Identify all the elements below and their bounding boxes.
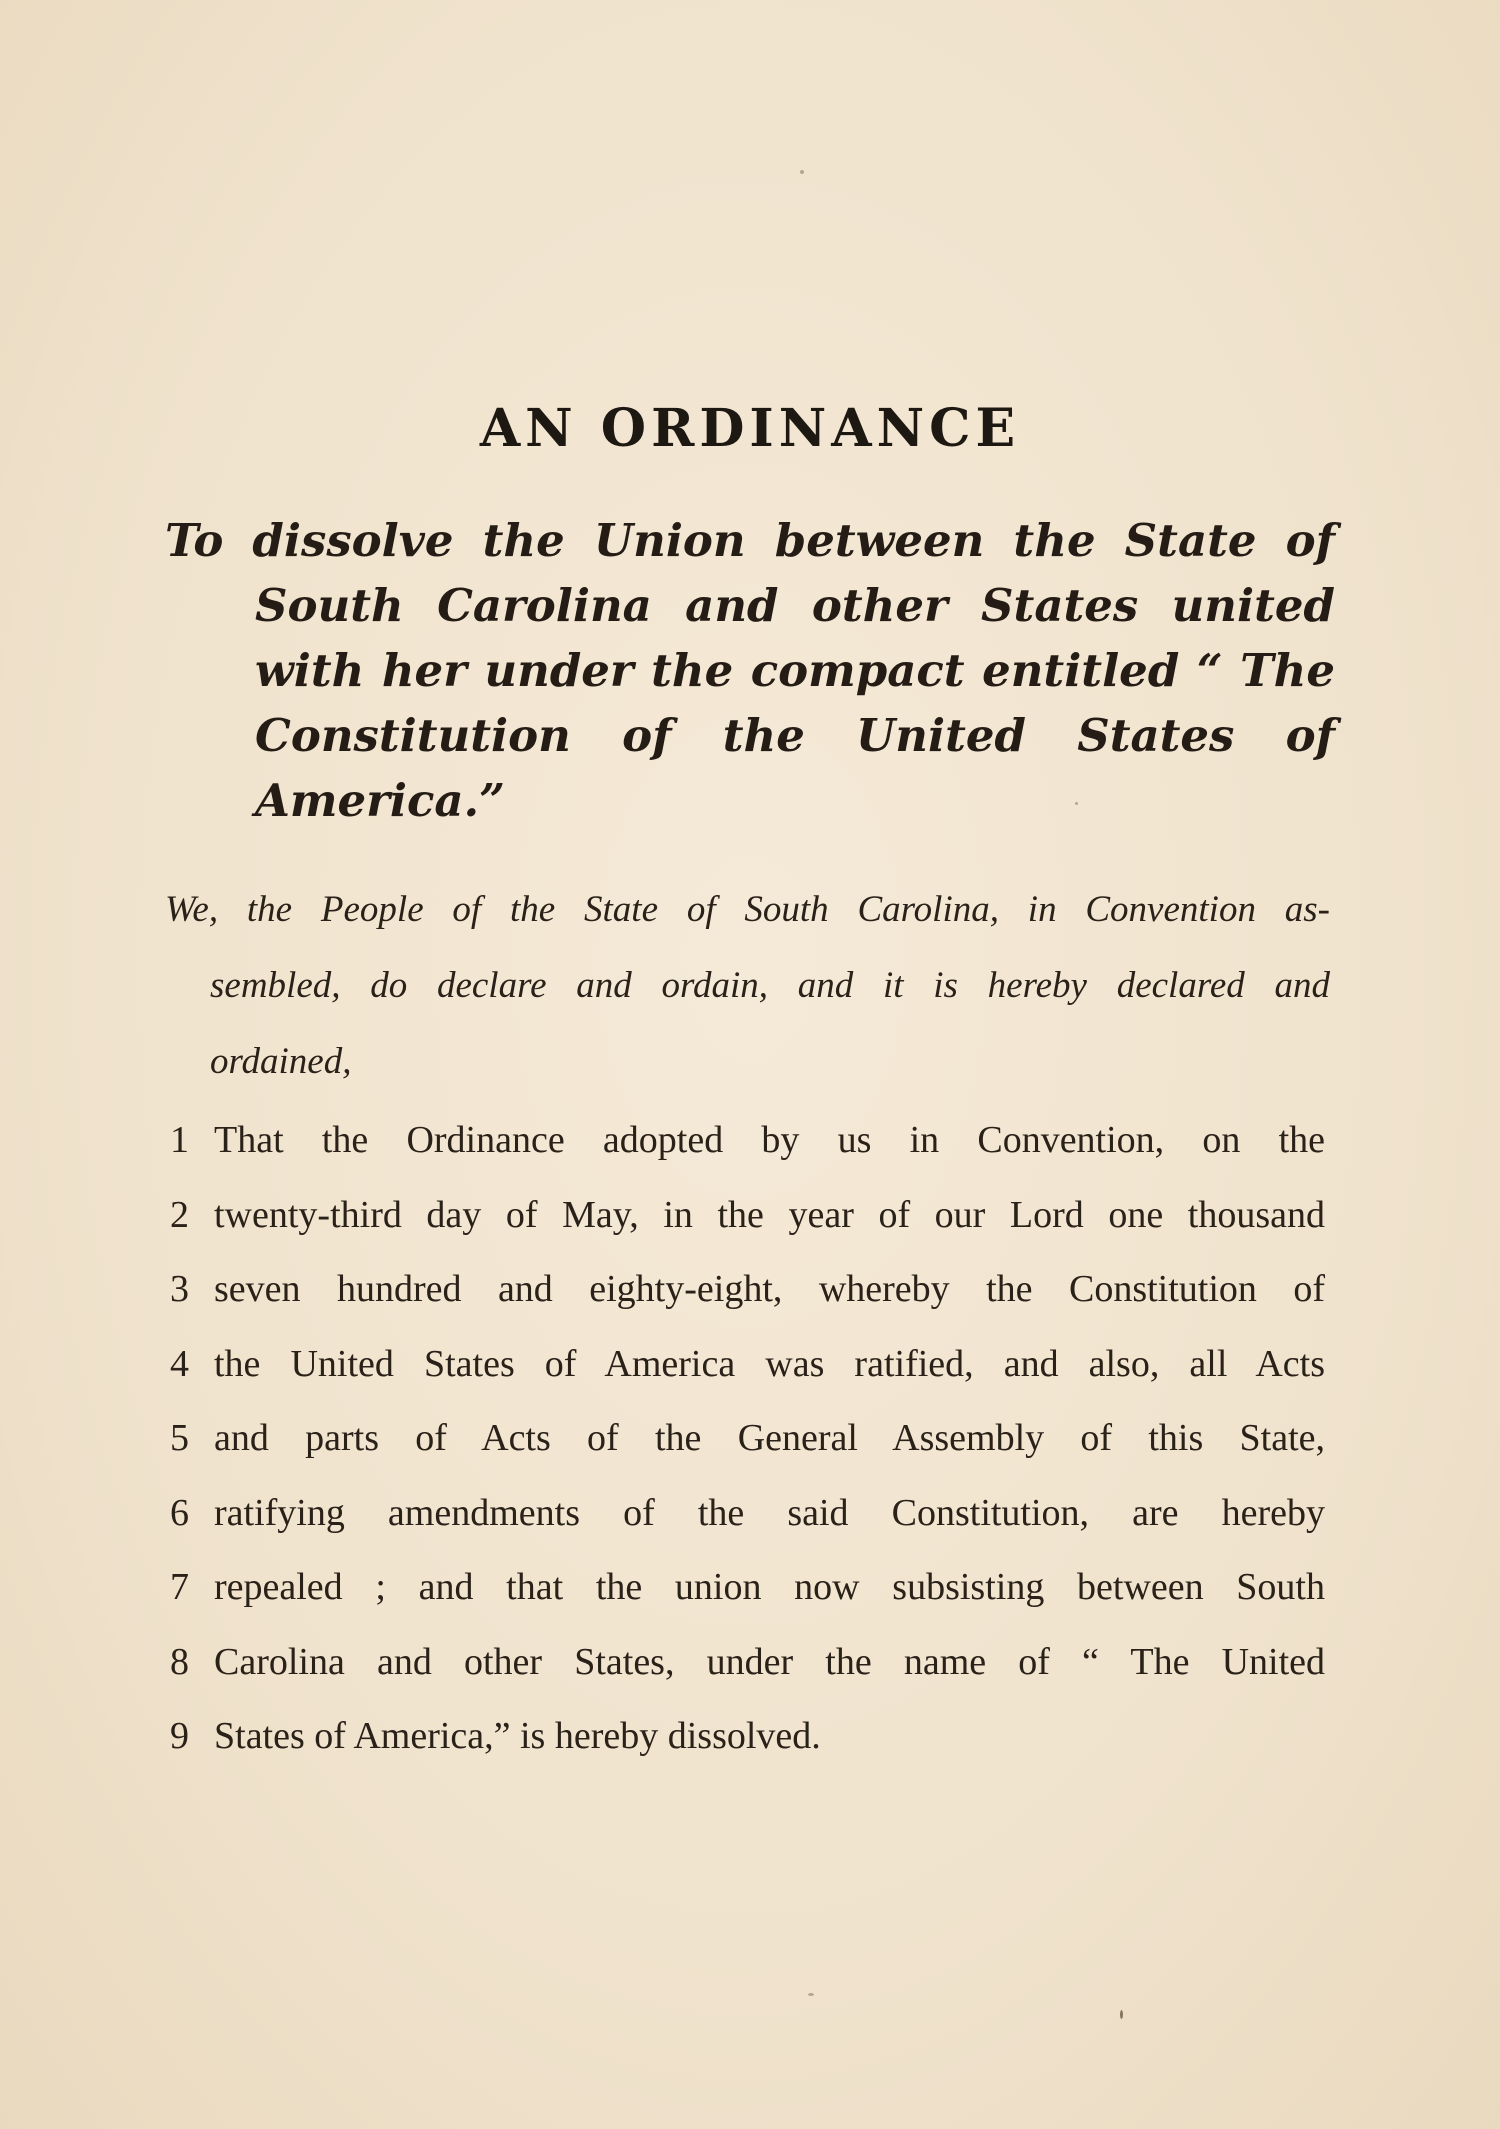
line-text: That the Ordinance adopted by us in Convention, on the [214,1119,1325,1161]
line-text: and parts of Acts of the General Assembly of this State, [214,1417,1325,1459]
line-number: 1 [170,1119,189,1161]
numbered-line [170,1476,1325,1551]
subtitle-line: To dissolve the Union between the State of [165,514,1335,567]
line-text: the United States of America was ratified, and also, all Acts [214,1342,1325,1385]
numbered-line [170,1625,1325,1700]
numbered-line [170,1401,1325,1476]
subtitle-line: South Carolina and other States united [255,579,1335,632]
line-number: 6 [170,1491,189,1534]
paper-speck [800,170,804,174]
numbered-line [170,1699,1325,1774]
numbered-line [170,1178,1325,1253]
line-number: 5 [170,1417,189,1459]
subtitle-line: America.” [255,774,506,827]
preamble [165,872,1330,1100]
numbered-line [170,1103,1325,1178]
line-text: twenty-third day of May, in the year of our Lord one thousand [214,1193,1325,1236]
preamble-line: We, the People of the State of South Carolina, in Convention as- [165,889,1330,930]
line-number: 4 [170,1342,189,1385]
line-text: Carolina and other States, under the name of “ The United [214,1640,1325,1683]
line-number: 2 [170,1193,189,1236]
page-title: AN ORDINANCE [479,398,1021,459]
line-text: repealed ; and that the union now subsisting between South [214,1566,1325,1608]
numbered-line [170,1550,1325,1625]
subtitle-line: with her under the compact entitled “ The [255,644,1335,697]
subtitle-line: Constitution of the United States of [255,709,1335,762]
preamble-line: ordained, [210,1041,352,1082]
line-text: seven hundred and eighty-eight, whereby the Constitution of [214,1268,1325,1310]
line-number: 9 [170,1715,189,1757]
paper-speck [808,1993,814,1996]
line-number: 7 [170,1566,189,1608]
numbered-line [170,1252,1325,1327]
ordinance-subtitle [165,508,1335,833]
line-number: 8 [170,1640,189,1683]
ordinance-body [170,1103,1325,1774]
line-text: States of America,” is hereby dissolved. [214,1715,821,1757]
preamble-line: sembled, do declare and ordain, and it is hereby declared and [210,965,1330,1006]
numbered-line [170,1327,1325,1402]
paper-speck [1120,2010,1123,2019]
line-text: ratifying amendments of the said Constitution, are hereby [214,1491,1325,1534]
line-number: 3 [170,1268,189,1310]
